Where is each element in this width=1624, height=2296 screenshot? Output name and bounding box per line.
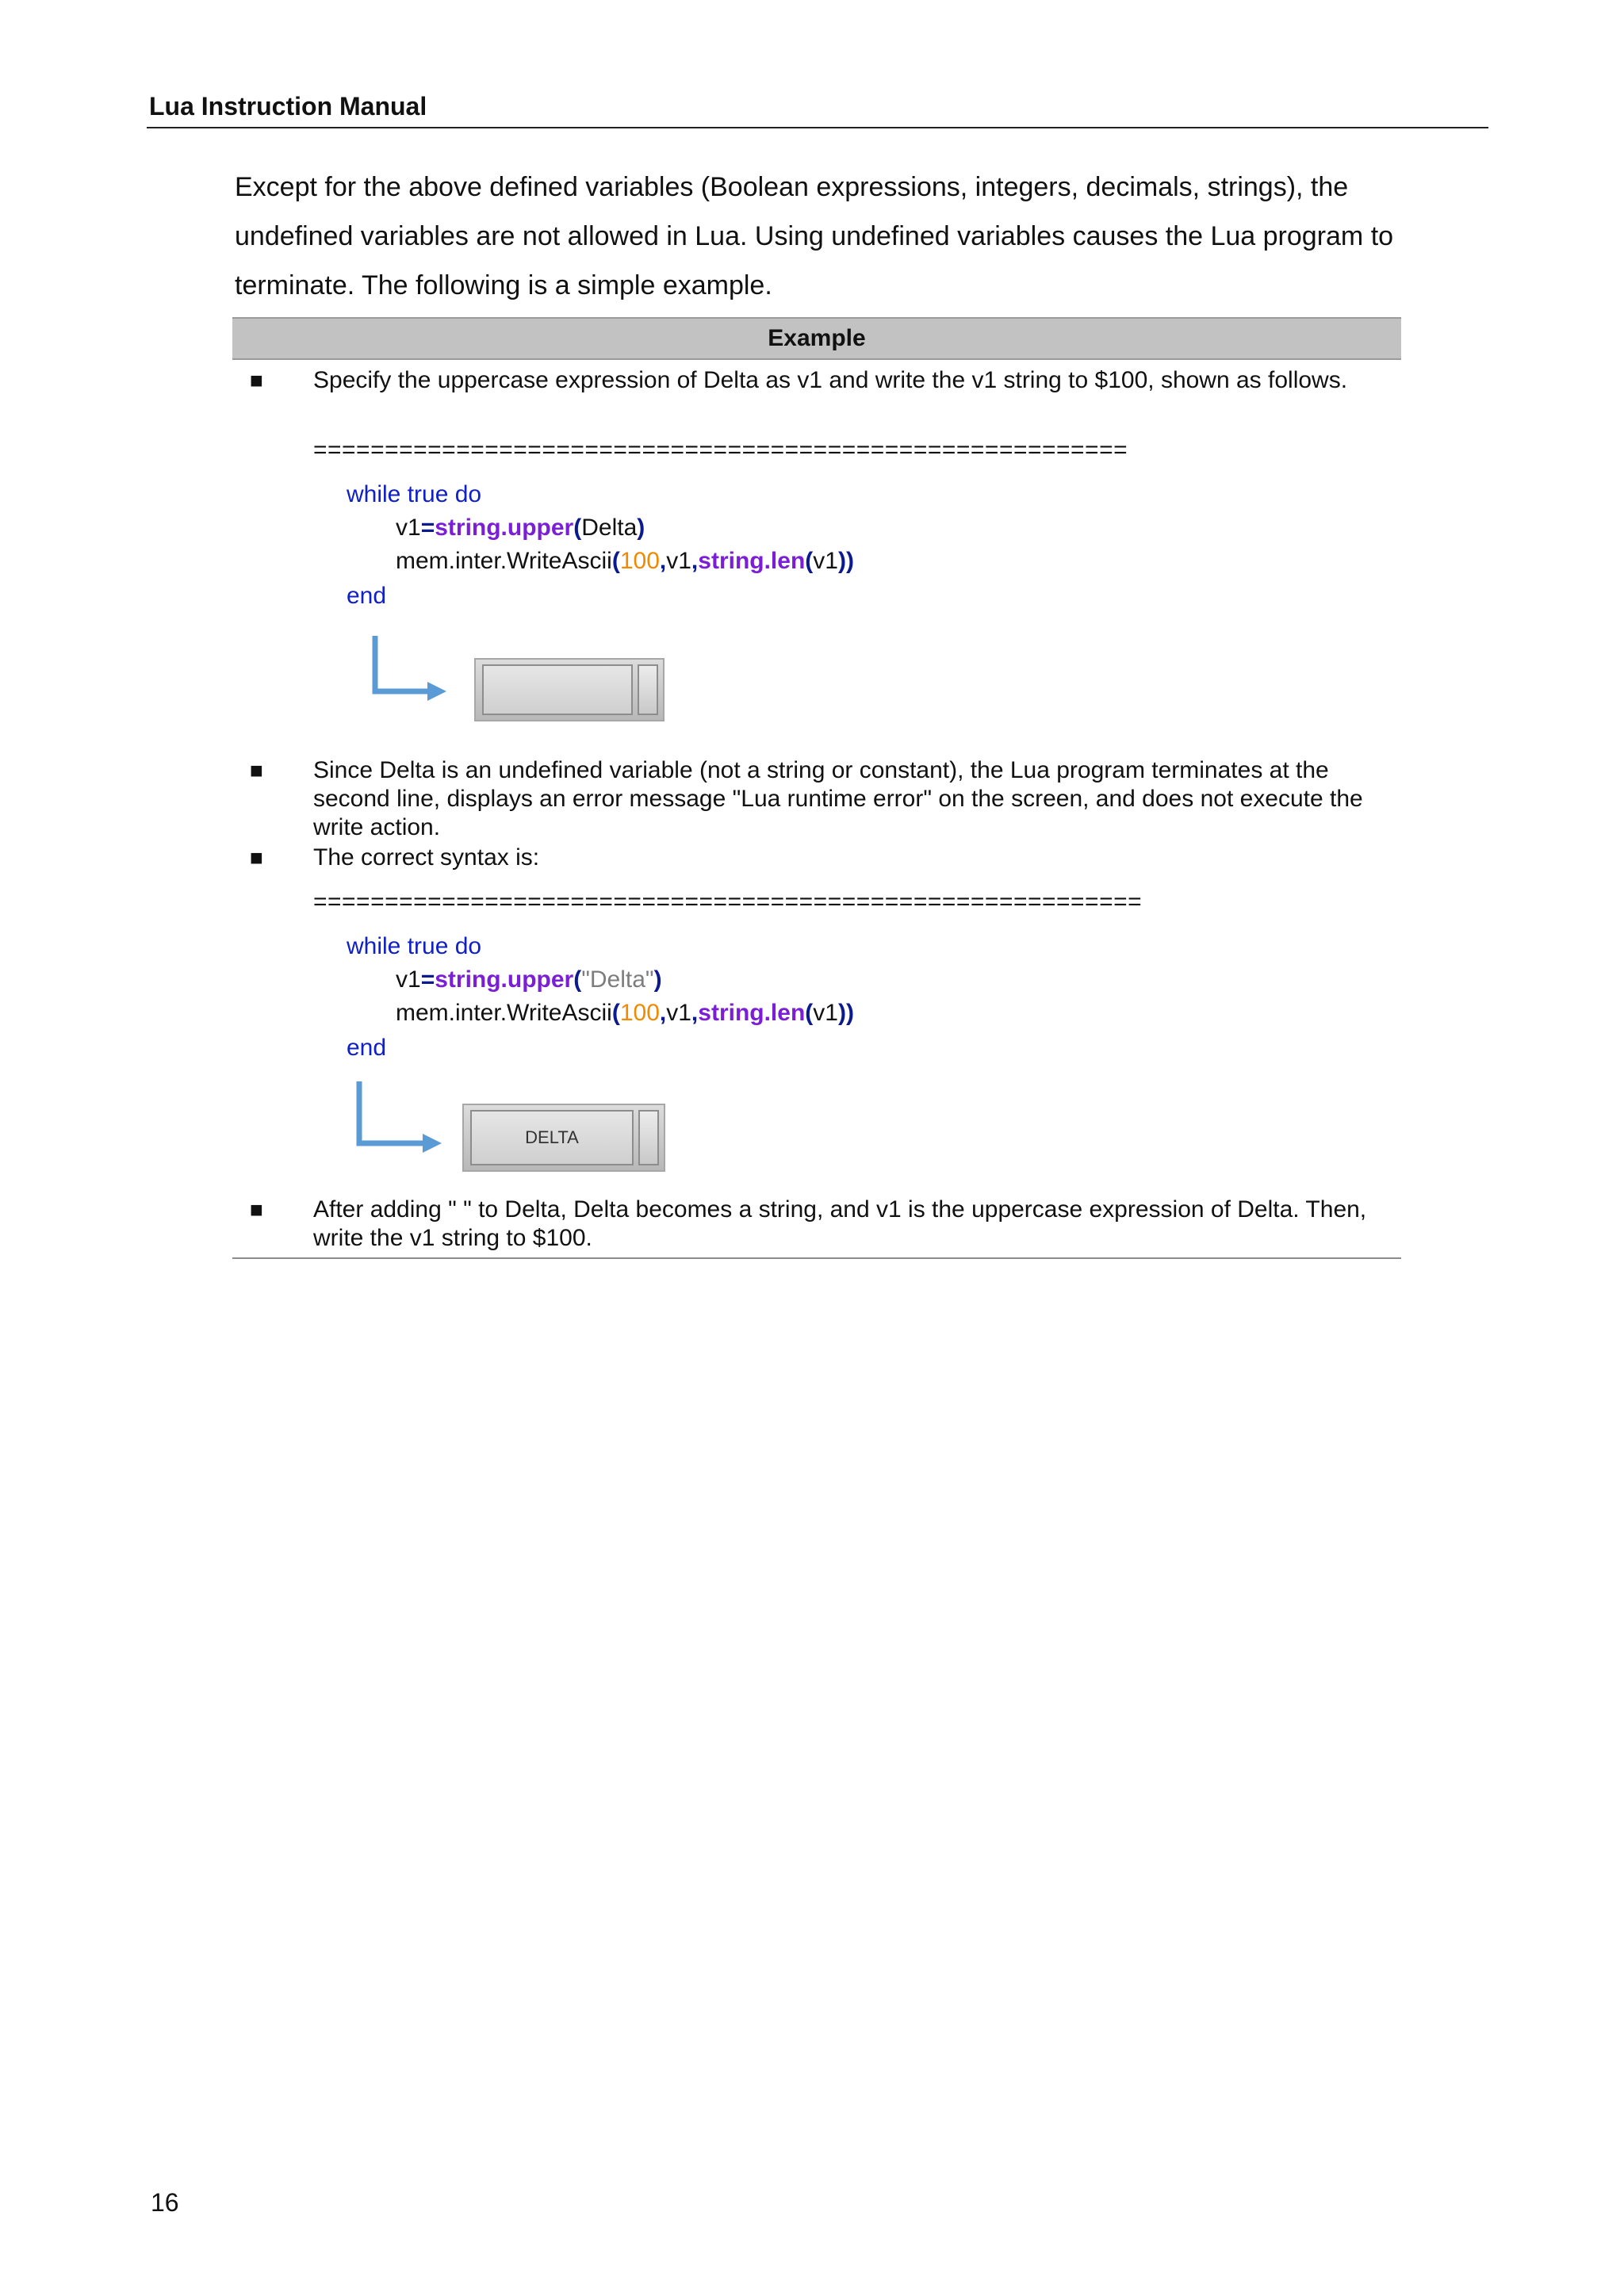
code-line-while: while true do bbox=[347, 481, 482, 507]
intro-paragraph: Except for the above defined variables (Boolean expressions, integers, decimals, strings), the undefined variables are not allowed in Lua. Using undefined variables causes the Lua program to terminate. The following is a simple example. bbox=[235, 172, 1394, 300]
code-token: ( bbox=[611, 1000, 620, 1026]
result-field: DELTA bbox=[470, 1110, 634, 1165]
code-token: ) bbox=[637, 515, 645, 541]
code-token: ) bbox=[653, 966, 662, 993]
code-token: = bbox=[420, 515, 435, 541]
result-knob bbox=[638, 664, 658, 715]
code-token: v1 bbox=[666, 548, 691, 574]
code-token: string.len bbox=[698, 1000, 806, 1026]
code-token: "Delta" bbox=[581, 966, 654, 993]
code-token: )) bbox=[837, 1000, 854, 1026]
code-token: v1 bbox=[396, 966, 421, 993]
code-token: , bbox=[659, 548, 667, 574]
page-number: 16 bbox=[151, 2188, 179, 2217]
code-token: v1 bbox=[396, 515, 421, 541]
code-line-write bbox=[396, 999, 854, 1027]
code-line-write bbox=[396, 547, 854, 576]
code-token: string.upper bbox=[435, 966, 574, 993]
code-token: string.upper bbox=[435, 515, 574, 541]
result-knob bbox=[638, 1110, 659, 1165]
code-separator: ========================================================== bbox=[313, 889, 1143, 915]
code-line-while: while true do bbox=[347, 933, 482, 959]
code-token: Delta bbox=[581, 515, 638, 541]
code-token: )) bbox=[837, 548, 854, 574]
result-field bbox=[482, 664, 633, 715]
bullet-text: After adding " " to Delta, Delta becomes a string, and v1 is the uppercase expression of Delta. Then, write the v1 string to $100. bbox=[313, 1196, 1367, 1251]
arrow-right-icon bbox=[367, 634, 454, 706]
code-token: ( bbox=[573, 515, 582, 541]
code-token: , bbox=[691, 1000, 699, 1026]
bullet-text: The correct syntax is: bbox=[313, 844, 540, 871]
bullet-icon: ■ bbox=[250, 758, 263, 783]
code-token: v1 bbox=[813, 1000, 838, 1026]
code-token: , bbox=[691, 548, 699, 574]
code-token: string.len bbox=[698, 548, 806, 574]
code-token: ( bbox=[805, 1000, 814, 1026]
code-token: v1 bbox=[666, 1000, 691, 1026]
code-token: 100 bbox=[619, 548, 660, 574]
running-header: Lua Instruction Manual bbox=[149, 92, 427, 121]
code-token: , bbox=[659, 1000, 667, 1026]
code-token: ( bbox=[805, 548, 814, 574]
example-heading: Example bbox=[232, 317, 1401, 360]
bullet-icon: ■ bbox=[250, 368, 263, 392]
arrow-right-icon bbox=[351, 1080, 446, 1159]
bullet-text: Since Delta is an undefined variable (not a string or constant), the Lua program terminates at the second line, displays an error message "Lua runtime error" on the screen, and does not execute the write action. bbox=[313, 757, 1363, 840]
example-box bbox=[232, 317, 1401, 1259]
code-line-end: end bbox=[347, 1035, 387, 1061]
bullet-text: Specify the uppercase expression of Delta as v1 and write the v1 string to $100, shown as follows. bbox=[313, 367, 1348, 393]
code-token: mem.inter.WriteAscii bbox=[396, 548, 612, 574]
bullet-icon: ■ bbox=[250, 1197, 263, 1222]
code-token: v1 bbox=[813, 548, 838, 574]
code-separator: ========================================================= bbox=[313, 437, 1128, 463]
bullet-icon: ■ bbox=[250, 845, 263, 870]
code-token: 100 bbox=[619, 1000, 660, 1026]
code-line-assign bbox=[396, 966, 662, 994]
code-line-assign bbox=[396, 514, 645, 542]
code-token: = bbox=[420, 966, 435, 993]
code-token: ( bbox=[611, 548, 620, 574]
code-line-end: end bbox=[347, 583, 387, 609]
header-rule bbox=[147, 127, 1488, 128]
code-token: mem.inter.WriteAscii bbox=[396, 1000, 612, 1026]
result-widget-empty bbox=[474, 658, 665, 721]
code-token: ( bbox=[573, 966, 582, 993]
result-widget-delta bbox=[462, 1104, 665, 1172]
